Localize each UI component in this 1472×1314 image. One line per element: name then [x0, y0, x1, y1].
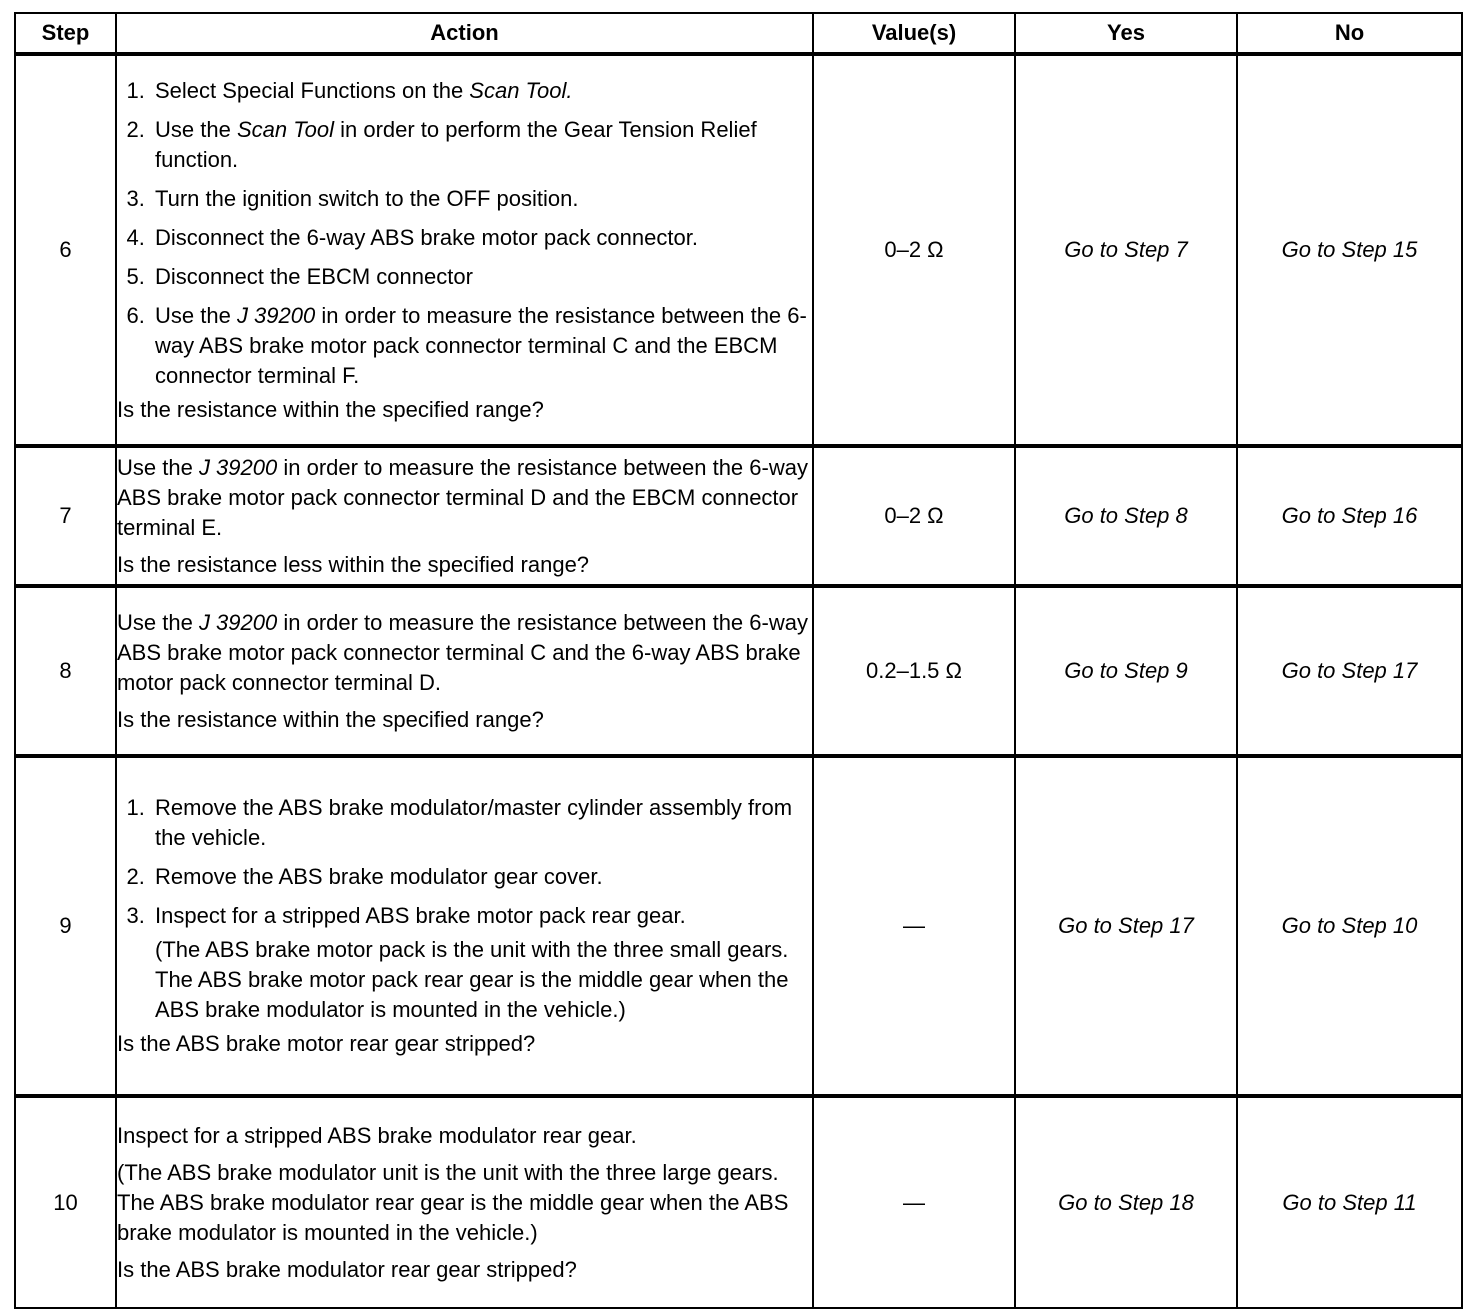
action-cell	[116, 586, 813, 756]
value-cell: 0.2–1.5 Ω	[813, 586, 1015, 756]
action-list	[117, 793, 812, 1025]
no-cell: Go to Step 11	[1237, 1096, 1462, 1308]
table-row	[15, 756, 1462, 1096]
yes-cell: Go to Step 17	[1015, 756, 1237, 1096]
no-cell: Go to Step 15	[1237, 54, 1462, 446]
header-no: No	[1237, 13, 1462, 54]
value-cell: 0–2 Ω	[813, 446, 1015, 586]
no-cell: Go to Step 16	[1237, 446, 1462, 586]
step-number: 6	[15, 54, 116, 446]
action-cell	[116, 446, 813, 586]
list-item: 2. Remove the ABS brake modulator gear cover.	[151, 862, 812, 892]
action-text: Inspect for a stripped ABS brake modulator rear gear.	[117, 1122, 637, 1148]
list-item: 3. Turn the ignition switch to the OFF position.	[151, 184, 812, 214]
table-row	[15, 586, 1462, 756]
list-item: 2. Use the Scan Tool in order to perform the Gear Tension Relief function.	[151, 115, 812, 175]
note-text: (The ABS brake modulator unit is the unit with the three large gears. The ABS brake modulator rear gear is the middle gear when the ABS brake modulator is mounted in the vehicle.)	[117, 1159, 789, 1245]
value-cell: —	[813, 1096, 1015, 1308]
list-item: 1. Select Special Functions on the Scan Tool.	[151, 76, 812, 106]
no-cell: Go to Step 10	[1237, 756, 1462, 1096]
header-action: Action	[116, 13, 813, 54]
header-values: Value(s)	[813, 13, 1015, 54]
step-number: 7	[15, 446, 116, 586]
action-cell	[116, 756, 813, 1096]
list-item: 3. Inspect for a stripped ABS brake motor pack rear gear. (The ABS brake motor pack is the unit with the three small gears. The ABS brake motor pack rear gear is the middle gear when the ABS brake modulator is mounted in the vehicle.)	[151, 901, 812, 1025]
header-yes: Yes	[1015, 13, 1237, 54]
diagnostic-table	[14, 12, 1463, 1309]
header-row	[15, 13, 1462, 54]
header-step: Step	[15, 13, 116, 54]
yes-cell: Go to Step 18	[1015, 1096, 1237, 1308]
step-number: 10	[15, 1096, 116, 1308]
value-cell: —	[813, 756, 1015, 1096]
list-item: 1. Remove the ABS brake modulator/master cylinder assembly from the vehicle.	[151, 793, 812, 853]
list-item: 5. Disconnect the EBCM connector	[151, 262, 812, 292]
yes-cell: Go to Step 7	[1015, 54, 1237, 446]
question-text: Is the resistance less within the specified range?	[117, 551, 590, 577]
list-item: 6. Use the J 39200 in order to measure the resistance between the 6-way ABS brake motor pack connector terminal C and the EBCM connector terminal F.	[151, 301, 812, 391]
question-text: Is the ABS brake motor rear gear stripped?	[117, 1031, 536, 1056]
note-text: (The ABS brake motor pack is the unit with the three small gears. The ABS brake motor pack rear gear is the middle gear when the ABS brake modulator is mounted in the vehicle.)	[155, 937, 789, 1022]
question-text: Is the ABS brake modulator rear gear stripped?	[117, 1256, 577, 1282]
yes-cell: Go to Step 8	[1015, 446, 1237, 586]
action-text: Use the J 39200 in order to measure the resistance between the 6-way ABS brake motor pack connector terminal C and the 6-way ABS brake motor pack connector terminal D.	[117, 609, 808, 695]
no-cell: Go to Step 17	[1237, 586, 1462, 756]
yes-cell: Go to Step 9	[1015, 586, 1237, 756]
action-cell	[116, 1096, 813, 1308]
table-row	[15, 1096, 1462, 1308]
question-text: Is the resistance within the specified range?	[117, 706, 544, 732]
step-number: 9	[15, 756, 116, 1096]
table-row	[15, 54, 1462, 446]
table-row	[15, 446, 1462, 586]
list-item: 4. Disconnect the 6-way ABS brake motor pack connector.	[151, 223, 812, 253]
question-text: Is the resistance within the specified range?	[117, 396, 544, 422]
action-cell	[116, 54, 813, 446]
value-cell: 0–2 Ω	[813, 54, 1015, 446]
action-text: Use the J 39200 in order to measure the resistance between the 6-way ABS brake motor pack connector terminal D and the EBCM connector terminal E.	[117, 454, 808, 540]
action-list	[117, 76, 812, 391]
step-number: 8	[15, 586, 116, 756]
